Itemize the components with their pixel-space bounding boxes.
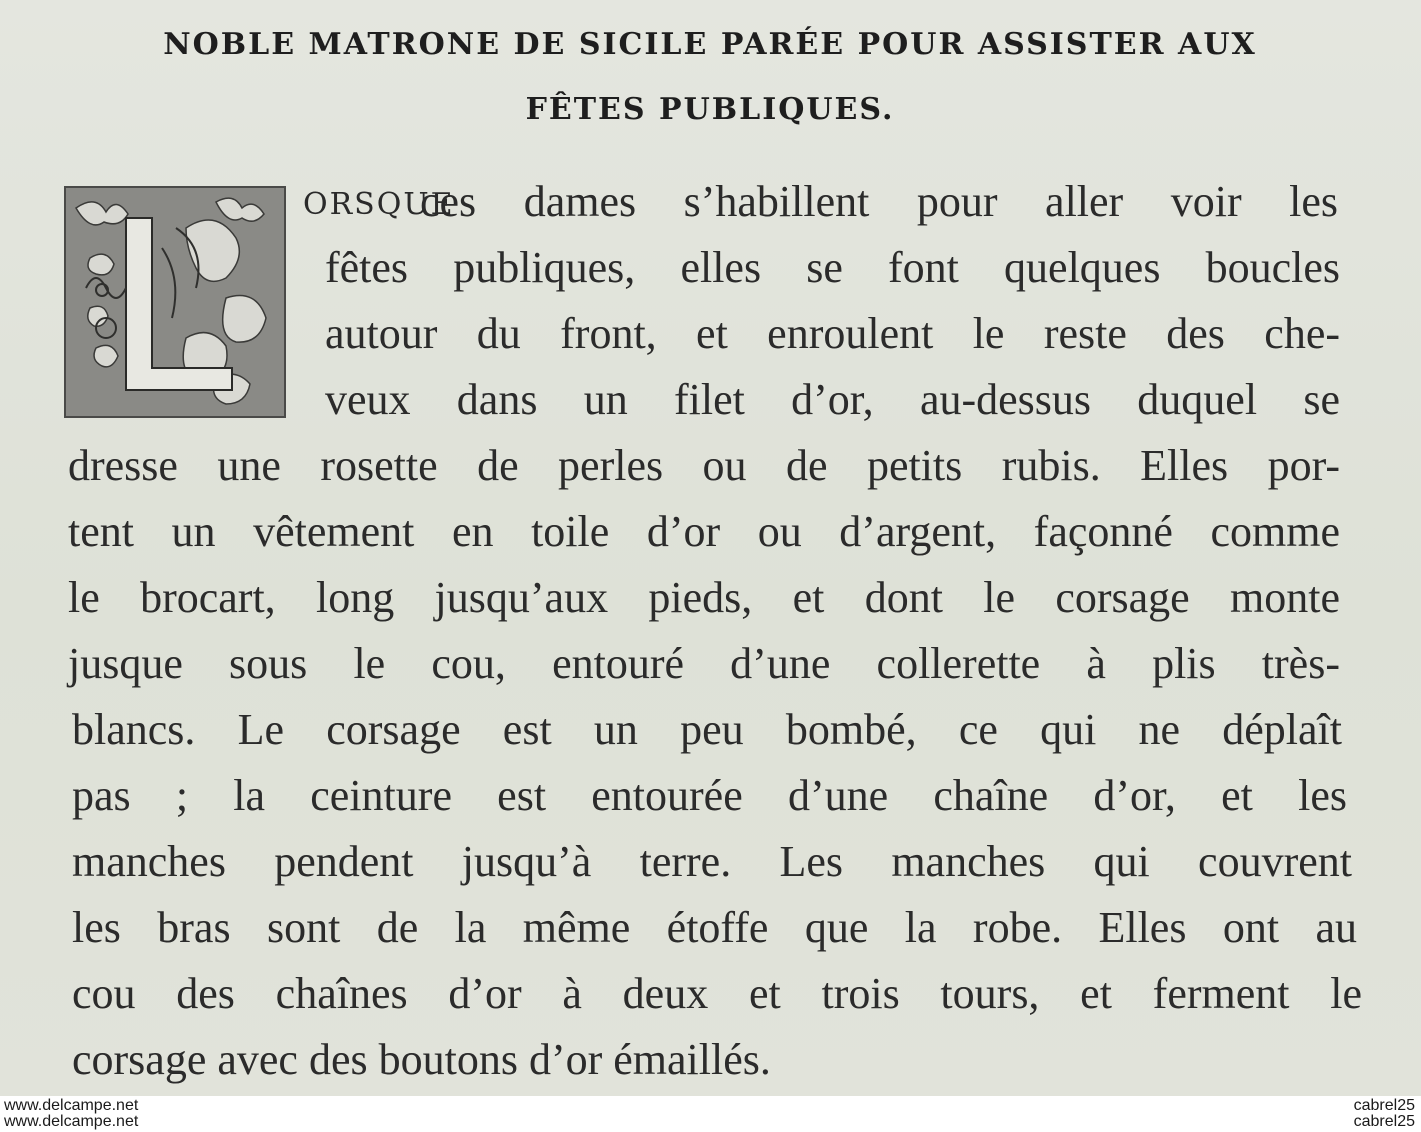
text-line: dresse une rosette de perles ou de petits rubis. Elles por- (68, 441, 1340, 490)
text-line: pas ; la ceinture est entourée d’une chaîne d’or, et les (72, 771, 1347, 820)
text-line: manches pendent jusqu’à terre. Les manches qui couvrent (72, 837, 1352, 886)
watermark-url: www.delcampe.net (4, 1113, 139, 1130)
text-line: corsage avec des boutons d’or émaillés. (72, 1035, 771, 1084)
text-line: cou des chaînes d’or à deux et trois tours, et ferment le (72, 969, 1362, 1018)
text-line: tent un vêtement en toile d’or ou d’argent, façonné comme (68, 507, 1340, 556)
text-line: fêtes publiques, elles se font quelques boucles (325, 243, 1340, 292)
text-line: les bras sont de la même étoffe que la robe. Elles ont au (72, 903, 1357, 952)
dropcap-continuation: ORSQUE (303, 187, 455, 222)
text-line: veux dans un filet d’or, au-dessus duquel se (325, 375, 1340, 424)
watermark-username: cabrel25 (1353, 1097, 1415, 1114)
ornamental-dropcap-l (64, 186, 286, 418)
watermark-username: cabrel25 (1353, 1113, 1415, 1130)
page-title-continued: FÊTES PUBLIQUES. (525, 92, 895, 127)
text-line: blancs. Le corsage est un peu bombé, ce qui ne déplaît (72, 705, 1342, 754)
watermark-url: www.delcampe.net (4, 1097, 139, 1114)
text-line: jusque sous le cou, entouré d’une collerette à plis très- (68, 639, 1340, 688)
watermark-footer (0, 1096, 1421, 1132)
text-line: le brocart, long jusqu’aux pieds, et dont le corsage monte (68, 573, 1340, 622)
page-title: NOBLE MATRONE DE SICILE PARÉE POUR ASSISTER AUX (163, 27, 1257, 62)
text-line: ces dames s’habillent pour aller voir les (420, 177, 1338, 226)
text-line: autour du front, et enroulent le reste des che- (325, 309, 1340, 358)
